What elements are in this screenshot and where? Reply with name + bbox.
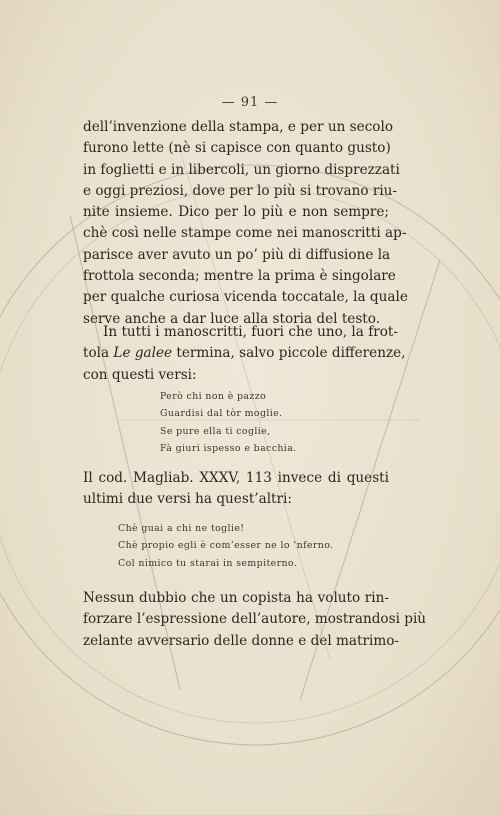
text-line bbox=[83, 343, 406, 364]
text-line: serve anche a dar luce alla storia del testo. bbox=[83, 310, 381, 327]
text-line: in foglietti e in libercoli, un giorno disprezzati bbox=[83, 161, 400, 178]
text-line: Il cod. Magliab. XXXV, 113 invece di questi bbox=[83, 470, 389, 486]
text-line: e oggi preziosi, dove per lo più si trovano riu- bbox=[83, 182, 398, 199]
text-line: zelante avversario delle donne e del matrimo- bbox=[83, 632, 400, 649]
text-run: con questi versi: bbox=[83, 366, 197, 383]
paragraph-1 bbox=[83, 117, 408, 330]
paragraph-3 bbox=[83, 468, 389, 511]
paragraph-2 bbox=[83, 322, 406, 386]
verse-line: Chè propio egli è com’esser ne lo ’nferno. bbox=[118, 540, 334, 552]
text-line: dell’invenzione della stampa, e per un secolo bbox=[83, 119, 394, 135]
text-line: chè così nelle stampe come nei manoscritti ap- bbox=[83, 225, 407, 242]
verse-line: Fà giuri ispesso e bacchia. bbox=[160, 443, 297, 455]
text-line: per qualche curiosa vicenda toccatale, la quale bbox=[83, 289, 408, 306]
text-line: forzare l’espressione dell’autore, mostrandosi più bbox=[83, 611, 427, 628]
italic-title: Le galee bbox=[113, 345, 173, 362]
text-line bbox=[83, 322, 398, 343]
text-line bbox=[83, 365, 389, 386]
verse-line: Però chi non è pazzo bbox=[160, 391, 267, 402]
verse-quotation-2 bbox=[118, 520, 334, 572]
text-run: tola bbox=[83, 345, 114, 362]
verse-quotation-1 bbox=[160, 388, 297, 458]
verse-line: Chè guai a chi ne toglie! bbox=[118, 523, 245, 534]
verse-line: Guardisi dal tòr moglie. bbox=[160, 408, 283, 420]
page-number: — 91 — bbox=[221, 95, 279, 110]
text-line: furono lette (nè si capisce con quanto gusto) bbox=[83, 140, 391, 157]
text-line: nite insieme. Dico per lo più e non sempre; bbox=[83, 204, 389, 221]
paragraph-4 bbox=[83, 588, 427, 652]
text-line: frottola seconda; mentre la prima è singolare bbox=[83, 268, 396, 285]
text-run: termina, salvo piccole differenze, bbox=[172, 345, 406, 362]
text-line: parisce aver avuto un po’ più di diffusione la bbox=[83, 246, 391, 263]
text-line: ultimi due versi ha quest’altri: bbox=[83, 491, 292, 508]
text-run: In tutti i manoscritti, fuori che uno, la frot- bbox=[103, 324, 398, 340]
verse-line: Se pure ella ti coglie, bbox=[160, 425, 271, 437]
text-line: Nessun dubbio che un copista ha voluto rin- bbox=[83, 590, 389, 606]
verse-line: Col nimico tu starai in sempiterno. bbox=[118, 557, 298, 569]
